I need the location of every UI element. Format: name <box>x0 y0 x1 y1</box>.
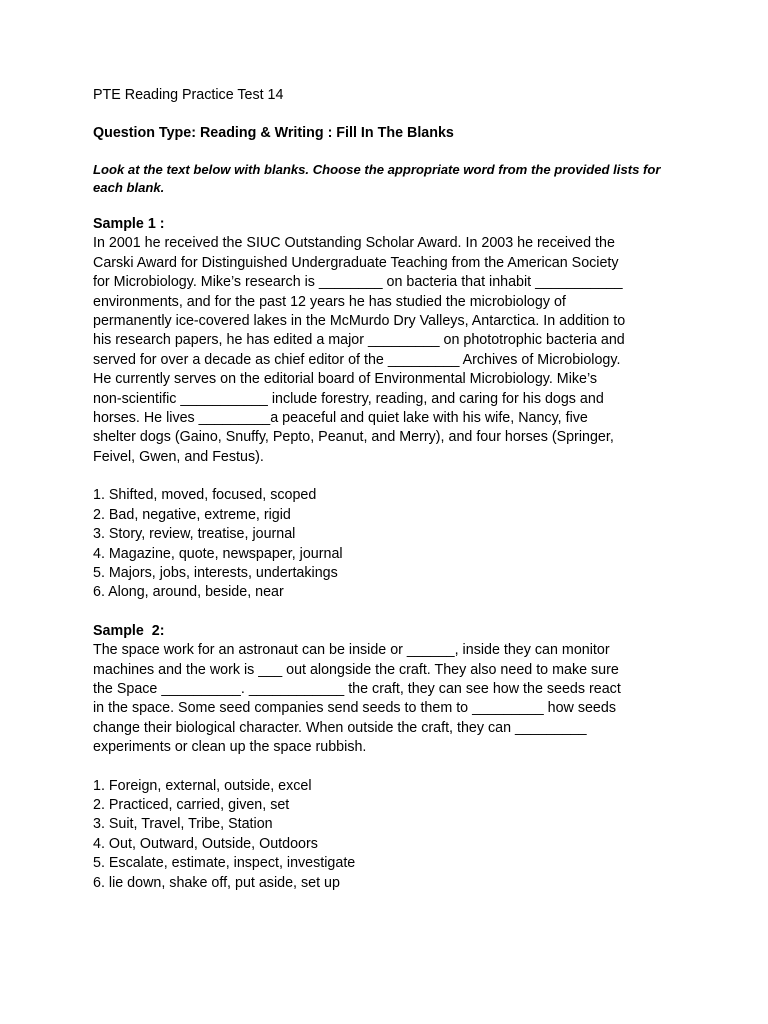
passage-line: permanently ice-covered lakes in the McMurdo Dry Valleys, Antarctica. In addition to <box>93 313 626 330</box>
sample-1-options-list <box>93 486 678 602</box>
instructions-text: Look at the text below with blanks. Choose the appropriate word from the provided lists for each blank. <box>93 162 661 195</box>
option-list-item: 6. lie down, shake off, put aside, set up <box>93 874 340 891</box>
passage-line: for Microbiology. Mike’s research is ________ on bacteria that inhabit ___________ <box>93 274 623 291</box>
question-type-heading: Question Type: Reading & Writing : Fill In The Blanks <box>93 125 454 141</box>
sample-1-section <box>93 215 678 603</box>
passage-line: the Space __________. ____________ the craft, they can see how the seeds react <box>93 680 621 697</box>
sample-1-heading: Sample 1 : <box>93 216 165 232</box>
sample-2-options-list <box>93 777 678 893</box>
passage-line: experiments or clean up the space rubbish. <box>93 739 367 756</box>
passage-line: The space work for an astronaut can be inside or ______, inside they can monitor <box>93 642 610 659</box>
option-list-item: 4. Magazine, quote, newspaper, journal <box>93 545 343 562</box>
option-list-item: 2. Practiced, carried, given, set <box>93 796 290 813</box>
passage-line: horses. He lives _________a peaceful and quiet lake with his wife, Nancy, five <box>93 410 588 427</box>
option-list-item: 5. Escalate, estimate, inspect, investigate <box>93 855 356 872</box>
passage-line: He currently serves on the editorial board of Environmental Microbiology. Mike’s <box>93 371 598 388</box>
document-title: PTE Reading Practice Test 14 <box>93 87 284 103</box>
passage-line: In 2001 he received the SIUC Outstanding Scholar Award. In 2003 he received the <box>93 235 615 252</box>
sample-1-passage <box>93 234 678 467</box>
sample-2-passage <box>93 641 678 757</box>
passage-line: served for over a decade as chief editor of the _________ Archives of Microbiology. <box>93 351 621 368</box>
option-list-item: 3. Suit, Travel, Tribe, Station <box>93 816 273 833</box>
option-list-item: 2. Bad, negative, extreme, rigid <box>93 506 291 523</box>
option-list-item: 3. Story, review, treatise, journal <box>93 526 296 543</box>
document-page <box>93 86 678 893</box>
passage-line: change their biological character. When outside the craft, they can _________ <box>93 719 587 736</box>
passage-line: shelter dogs (Gaino, Snuffy, Pepto, Peanut, and Merry), and four horses (Springer, <box>93 429 614 446</box>
option-list-item: 1. Foreign, external, outside, excel <box>93 777 312 794</box>
option-list-item: 5. Majors, jobs, interests, undertakings <box>93 564 338 581</box>
sample-2-section <box>93 622 678 893</box>
passage-line: Carski Award for Distinguished Undergraduate Teaching from the American Society <box>93 254 619 271</box>
option-list-item: 4. Out, Outward, Outside, Outdoors <box>93 835 318 852</box>
passage-line: environments, and for the past 12 years he has studied the microbiology of <box>93 293 566 310</box>
passage-line: machines and the work is ___ out alongside the craft. They also need to make sure <box>93 661 619 678</box>
passage-line: in the space. Some seed companies send seeds to them to _________ how seeds <box>93 700 616 717</box>
option-list-item: 6. Along, around, beside, near <box>93 584 284 601</box>
passage-line: his research papers, he has edited a major _________ on phototrophic bacteria and <box>93 332 625 349</box>
passage-line: Feivel, Gwen, and Festus). <box>93 448 264 465</box>
option-list-item: 1. Shifted, moved, focused, scoped <box>93 487 317 504</box>
passage-line: non-scientific ___________ include forestry, reading, and caring for his dogs and <box>93 390 604 407</box>
sample-2-heading: Sample 2: <box>93 622 165 639</box>
